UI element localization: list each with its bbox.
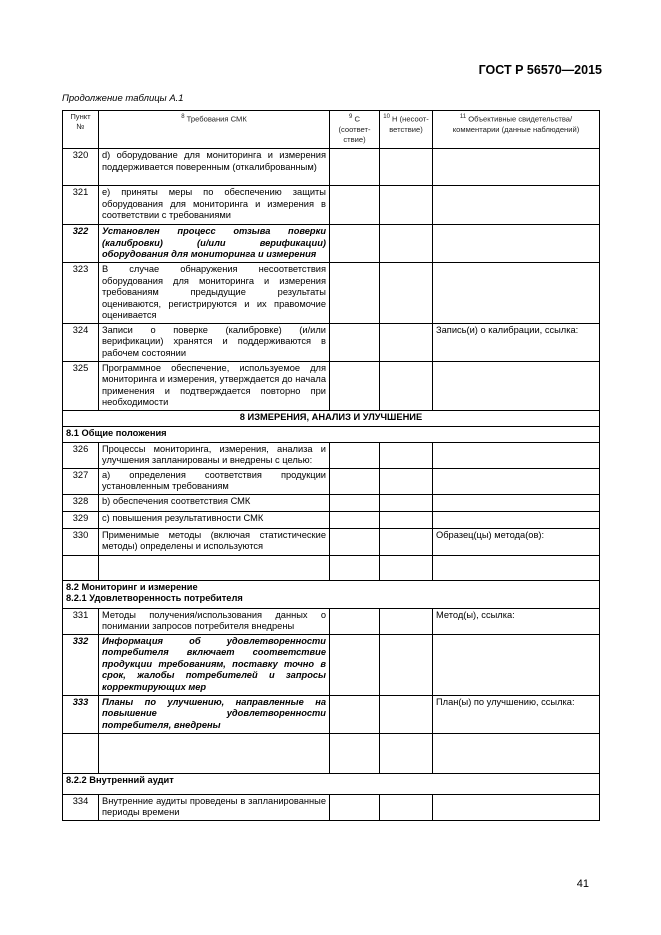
requirement-text: Применимые методы (включая статистические методы) определены и используются xyxy=(99,528,330,555)
requirement-text: Записи о поверке (калибровке) (и/или верификации) хранятся и поддерживаются в рабочем состоянии xyxy=(99,323,330,361)
evidence-cell[interactable] xyxy=(433,442,600,468)
nonconformity-cell[interactable] xyxy=(380,263,433,324)
table-row xyxy=(63,361,600,410)
table-caption: Продолжение таблицы А.1 xyxy=(62,93,184,104)
item-number: 330 xyxy=(63,528,99,555)
requirement-text: Информация об удовлетворенности потребителя включает соответствие продукции требованиям, поставку точно в срок, жалобы потребителей и запросы корректирующих мер xyxy=(99,634,330,695)
conformity-cell[interactable] xyxy=(330,494,380,511)
section-heading: 8 ИЗМЕРЕНИЯ, АНАЛИЗ И УЛУЧШЕНИЕ xyxy=(63,410,600,426)
section-row xyxy=(63,410,600,426)
item-number: 322 xyxy=(63,225,99,263)
col-header-requirements: $^8$ Требования СМК xyxy=(99,111,330,149)
table-row xyxy=(63,528,600,555)
nonconformity-cell[interactable] xyxy=(380,361,433,410)
requirement-text: В случае обнаружения несоответствия оборудования для мониторинга и измерения требованиям предыдущие результаты оцениваются, регистрируются и их правомочие оценивается xyxy=(99,263,330,324)
conformity-cell[interactable] xyxy=(330,634,380,695)
conformity-cell[interactable] xyxy=(330,695,380,733)
table-header-row xyxy=(63,111,600,149)
nonconformity-cell[interactable] xyxy=(380,225,433,263)
conformity-cell[interactable] xyxy=(330,794,380,820)
item-number: 329 xyxy=(63,511,99,528)
subsection-row xyxy=(63,773,600,794)
document-standard-number: ГОСТ Р 56570—2015 xyxy=(478,63,602,77)
item-number: 321 xyxy=(63,186,99,225)
table-row xyxy=(63,323,600,361)
requirement-text: Планы по улучшению, направленные на повышение удовлетворенности потребителя, внедрены xyxy=(99,695,330,733)
table-row xyxy=(63,608,600,634)
item-number: 334 xyxy=(63,794,99,820)
conformity-cell[interactable] xyxy=(330,186,380,225)
evidence-cell[interactable] xyxy=(433,511,600,528)
requirement-text: Процессы мониторинга, измерения, анализа и улучшения запланированы и внедрены с целью: xyxy=(99,442,330,468)
nonconformity-cell[interactable] xyxy=(380,468,433,494)
table-row xyxy=(63,263,600,324)
item-number: 333 xyxy=(63,695,99,733)
requirement-text: c) повышения результативности СМК xyxy=(99,511,330,528)
evidence-cell[interactable]: Метод(ы), ссылка: xyxy=(433,608,600,634)
requirement-text: Установлен процесс отзыва поверки (калибровки) (и/или верификации) оборудования для мониторинга и измерения xyxy=(99,225,330,263)
conformity-cell[interactable] xyxy=(330,528,380,555)
nonconformity-cell[interactable] xyxy=(380,442,433,468)
conformity-cell[interactable] xyxy=(330,511,380,528)
evidence-cell[interactable] xyxy=(433,263,600,324)
evidence-cell[interactable] xyxy=(433,186,600,225)
empty-row xyxy=(63,733,600,773)
evidence-cell[interactable] xyxy=(433,494,600,511)
col-header-item: Пункт № xyxy=(63,111,99,149)
subsection-heading: 8.1 Общие положения xyxy=(63,426,600,442)
item-number: 331 xyxy=(63,608,99,634)
requirement-text: Внутренние аудиты проведены в запланированные периоды времени xyxy=(99,794,330,820)
subsection-heading: 8.2.2 Внутренний аудит xyxy=(63,773,600,794)
nonconformity-cell[interactable] xyxy=(380,634,433,695)
conformity-cell[interactable] xyxy=(330,442,380,468)
col-header-conformity: $^9$ С (соответствие) xyxy=(330,111,380,149)
item-number: 327 xyxy=(63,468,99,494)
table-row xyxy=(63,186,600,225)
subsection-heading xyxy=(63,580,600,608)
nonconformity-cell[interactable] xyxy=(380,695,433,733)
empty-row xyxy=(63,555,600,580)
table-row xyxy=(63,634,600,695)
conformity-cell[interactable] xyxy=(330,608,380,634)
requirement-text: d) оборудование для мониторинга и измерения поддерживается поверенным (откалиброванным) xyxy=(99,149,330,186)
subsection-821-title: 8.2.1 Удовлетворенность потребителя xyxy=(66,593,243,603)
subsection-row xyxy=(63,426,600,442)
item-number: 324 xyxy=(63,323,99,361)
evidence-cell[interactable] xyxy=(433,634,600,695)
table-row xyxy=(63,468,600,494)
conformity-cell[interactable] xyxy=(330,323,380,361)
item-number: 328 xyxy=(63,494,99,511)
conformity-cell[interactable] xyxy=(330,468,380,494)
item-number: 326 xyxy=(63,442,99,468)
evidence-cell[interactable] xyxy=(433,361,600,410)
conformity-cell[interactable] xyxy=(330,263,380,324)
requirements-table xyxy=(62,110,600,821)
requirement-text: a) определения соответствия продукции установленным требованиям xyxy=(99,468,330,494)
conformity-cell[interactable] xyxy=(330,225,380,263)
nonconformity-cell[interactable] xyxy=(380,608,433,634)
table-row xyxy=(63,511,600,528)
nonconformity-cell[interactable] xyxy=(380,186,433,225)
nonconformity-cell[interactable] xyxy=(380,794,433,820)
nonconformity-cell[interactable] xyxy=(380,149,433,186)
item-number: 323 xyxy=(63,263,99,324)
requirement-text: b) обеспечения соответствия СМК xyxy=(99,494,330,511)
table-row xyxy=(63,149,600,186)
evidence-cell[interactable]: Запись(и) о калибрации, ссылка: xyxy=(433,323,600,361)
evidence-cell[interactable]: Образец(цы) метода(ов): xyxy=(433,528,600,555)
item-number: 325 xyxy=(63,361,99,410)
requirement-text: Программное обеспечение, используемое для мониторинга и измерения, утверждается до начала применения и подтверждается повторно при необходимости xyxy=(99,361,330,410)
nonconformity-cell[interactable] xyxy=(380,528,433,555)
evidence-cell[interactable] xyxy=(433,794,600,820)
evidence-cell[interactable] xyxy=(433,225,600,263)
table-row xyxy=(63,794,600,820)
page-number: 41 xyxy=(576,878,589,890)
conformity-cell[interactable] xyxy=(330,361,380,410)
subsection-row xyxy=(63,580,600,608)
nonconformity-cell[interactable] xyxy=(380,494,433,511)
conformity-cell[interactable] xyxy=(330,149,380,186)
col-header-evidence: $^{11}$ Объективные свидетельства/ комментарии (данные наблюдений) xyxy=(433,111,600,149)
col-header-nonconformity: $^{10}$ Н (несоответствие) xyxy=(380,111,433,149)
evidence-cell[interactable]: План(ы) по улучшению, ссылка: xyxy=(433,695,600,733)
evidence-cell[interactable] xyxy=(433,149,600,186)
table-row xyxy=(63,494,600,511)
item-number: 332 xyxy=(63,634,99,695)
requirement-text: e) приняты меры по обеспечению защиты оборудования для мониторинга и измерения в соответствии с требованиями xyxy=(99,186,330,225)
table-row xyxy=(63,225,600,263)
nonconformity-cell[interactable] xyxy=(380,511,433,528)
subsection-82-title: 8.2 Мониторинг и измерение xyxy=(66,581,198,592)
requirement-text: Методы получения/использования данных о понимании запросов потребителя внедрены xyxy=(99,608,330,634)
table-row xyxy=(63,442,600,468)
nonconformity-cell[interactable] xyxy=(380,323,433,361)
evidence-cell[interactable] xyxy=(433,468,600,494)
item-number: 320 xyxy=(63,149,99,186)
table-row xyxy=(63,695,600,733)
